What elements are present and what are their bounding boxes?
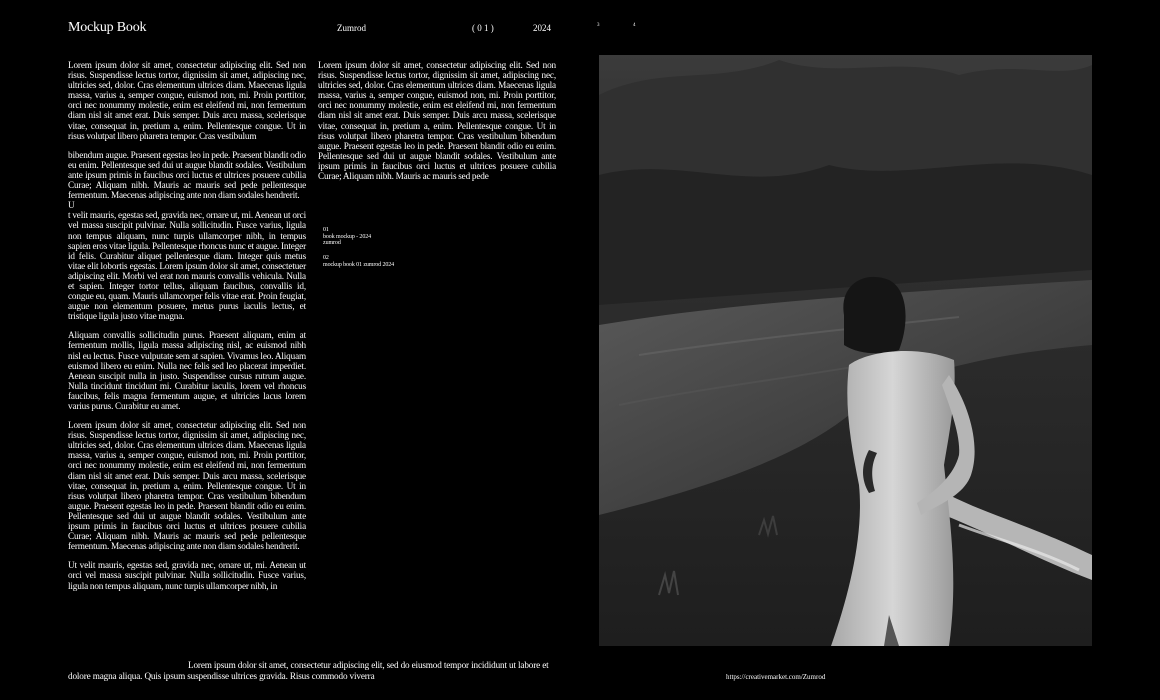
- caption-1-line-1: book mockup - 2024: [323, 233, 372, 240]
- caption-1: [323, 227, 371, 247]
- issue-number: ( 0 1 ): [472, 23, 494, 33]
- page-number-left: 3: [597, 23, 600, 28]
- caption-1-line-2: zumrod: [323, 240, 341, 246]
- left-column: [68, 60, 306, 591]
- caption-2: [323, 255, 394, 268]
- left-paragraph-1: Lorem ipsum dolor sit amet, consectetur adipiscing elit. Sed non risus. Suspendisse lectus tortor, dignissim sit amet, adipiscing nec, ultricies sed, dolor. Cras elementum ultrices diam. Maecenas ligula massa, varius a, semper congue, euismod non, mi. Proin porttitor, orci nec nonummy molestie, enim est eleifend mi, non fermentum diam nisl sit amet erat. Duis semper. Duis arcu massa, scelerisque vitae, consequat in, pretium a, enim. Pellentesque congue. Ut in risus volutpat libero pharetra tempor. Cras vestibulum: [68, 60, 306, 141]
- caption-1-number: 01: [323, 227, 329, 233]
- photo-illustration: [599, 55, 1092, 646]
- photograph: [599, 55, 1092, 646]
- year-label: 2024: [533, 23, 551, 33]
- left-paragraph-6: Ut velit mauris, egestas sed, gravida nec, ornare ut, mi. Aenean ut orci vel massa suscipit pulvinar. Nulla sollicitudin. Fusce varius, ligula non tempus aliquam, nunc turpis ullamcorper nibh, in: [68, 560, 306, 591]
- book-title: Mockup Book: [68, 20, 147, 35]
- left-paragraph-3: t velit mauris, egestas sed, gravida nec, ornare ut, mi. Aenean ut orci vel massa suscipit pulvinar. Nulla sollicitudin. Fusce varius, ligula non tempus aliquam, nunc turpis ullamcorper nibh, in tempus sapien eros vitae ligula. Pellentesque rhoncus nunc et augue. Integer id felis. Curabitur aliquet pellentesque diam. Integer quis metus vitae elit lobortis egestas. Lorem ipsum dolor sit amet, consectetuer adipiscing elit. Morbi vel erat non mauris convallis vehicula. Nulla et sapien. Integer tortor tellus, aliquam faucibus, convallis id, congue eu, quam. Mauris ullamcorper felis vitae erat. Proin feugiat, augue non elementum posuere, metus purus iaculis lectus, et tristique ligula justo vitae magna.: [68, 210, 306, 322]
- author-name: Zumrod: [337, 23, 366, 33]
- right-column: [318, 60, 556, 181]
- right-paragraph-1: Lorem ipsum dolor sit amet, consectetur adipiscing elit. Sed non risus. Suspendisse lectus tortor, dignissim sit amet, adipiscing nec, ultricies sed, dolor. Cras elementum ultrices diam. Maecenas ligula massa, varius a, semper congue, euismod non, mi. Proin porttitor, orci nec nonummy molestie, enim est eleifend mi, non fermentum diam nisl sit amet erat. Duis semper. Duis arcu massa, scelerisque vitae, consequat in, pretium a, enim. Pellentesque congue. Ut in risus volutpat libero pharetra tempor. Cras vestibulum bibendum augue. Praesent egestas leo in pede. Praesent blandit odio eu enim. Pellentesque sed dui ut augue blandit sodales. Vestibulum ante ipsum primis in faucibus orci luctus et ultrices posuere cubilia Curae; Aliquam nibh. Mauris ac mauris sed pede: [318, 60, 556, 182]
- left-paragraph-2: bibendum augue. Praesent egestas leo in pede. Praesent blandit odio eu enim. Pellentesque sed dui ut augue blandit sodales. Vestibulum ante ipsum primis in faucibus orci luctus et ultrices posuere cubilia Curae; Aliquam nibh. Mauris ac mauris sed pede pellentesque fermentum. Maecenas adipiscing ante non diam sodales hendrerit.: [68, 149, 306, 201]
- footer-url: https://creativemarket.com/Zumrod: [726, 673, 826, 681]
- caption-2-number: 02: [323, 255, 329, 261]
- caption-2-line-1: mockup book 01 zumrod 2024: [323, 261, 395, 268]
- footer-text: Lorem ipsum dolor sit amet, consectetur adipiscing elit, sed do eiusmod tempor incididunt ut labore et dolore magna aliqua. Quis ipsum suspendisse ultrices gravida. Risus commodo viverra: [68, 660, 549, 681]
- left-paragraph-5: Lorem ipsum dolor sit amet, consectetur adipiscing elit. Sed non risus. Suspendisse lectus tortor, dignissim sit amet, adipiscing nec, ultricies sed, dolor. Cras elementum ultrices diam. Maecenas ligula massa, varius a, semper congue, euismod non, mi. Proin porttitor, orci nec nonummy molestie, enim est eleifend mi, non fermentum diam nisl sit amet erat. Duis semper. Duis arcu massa, scelerisque vitae, consequat in, pretium a, enim. Pellentesque congue. Ut in risus volutpat libero pharetra tempor. Cras vestibulum bibendum augue. Praesent egestas leo in pede. Praesent blandit odio eu enim. Pellentesque sed dui ut augue blandit sodales. Vestibulum ante ipsum primis in faucibus orci luctus et ultrices posuere cubilia Curae; Aliquam nibh. Mauris ac mauris sed pede pellentesque fermentum. Maecenas adipiscing ante non diam sodales hendrerit.: [68, 420, 306, 552]
- page-number-right: 4: [633, 23, 636, 28]
- drop-cap: U: [68, 200, 75, 211]
- left-paragraph-4: Aliquam convallis sollicitudin purus. Praesent aliquam, enim at fermentum mollis, ligula massa adipiscing nisl, ac euismod nibh nisl eu lectus. Fusce vulputate sem at sapien. Vivamus leo. Aliquam euismod libero eu enim. Nulla nec felis sed leo placerat imperdiet. Aenean suscipit nulla in justo. Suspendisse cursus rutrum augue. Nulla tincidunt tincidunt mi. Curabitur iaculis, lorem vel rhoncus faucibus, felis magna fermentum augue, et ultricies lacus lorem varius purus. Curabitur eu amet.: [68, 330, 306, 411]
